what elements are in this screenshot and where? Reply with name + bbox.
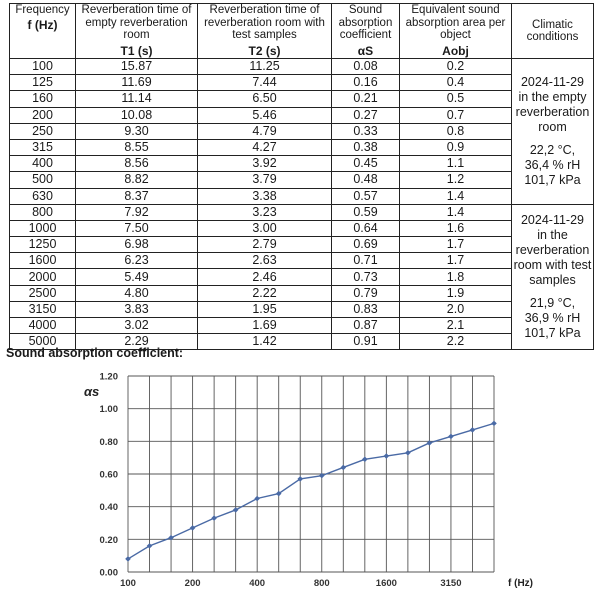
climatic-pressure: 101,7 kPa	[524, 172, 581, 187]
data-point	[254, 496, 260, 502]
x-tick-label: 1600	[375, 578, 397, 589]
cell-t2: 3.92	[198, 156, 332, 172]
cell-t1: 2.29	[76, 334, 198, 350]
cell-t2: 4.27	[198, 139, 332, 155]
cell-area: 2.1	[400, 318, 512, 334]
x-tick-label: 100	[120, 578, 136, 589]
cell-f: 200	[10, 107, 76, 123]
cell-t1: 11.14	[76, 91, 198, 107]
cell-f: 125	[10, 75, 76, 91]
cell-f: 1250	[10, 237, 76, 253]
cell-alpha: 0.79	[332, 285, 400, 301]
data-point	[362, 457, 368, 463]
cell-area: 0.2	[400, 59, 512, 75]
cell-alpha: 0.87	[332, 318, 400, 334]
x-tick-label: 400	[249, 578, 266, 589]
table-row	[10, 301, 594, 317]
cell-t1: 4.80	[76, 285, 198, 301]
cell-f: 2000	[10, 269, 76, 285]
y-tick-label: 0.60	[99, 469, 118, 481]
cell-alpha: 0.71	[332, 253, 400, 269]
cell-f: 3150	[10, 301, 76, 317]
cell-alpha: 0.27	[332, 107, 400, 123]
x-tick-label: 800	[313, 578, 330, 589]
cell-area: 0.4	[400, 75, 512, 91]
cell-t2: 1.95	[198, 301, 332, 317]
cell-t1: 3.02	[76, 318, 198, 334]
cell-area: 1.1	[400, 156, 512, 172]
cell-area: 2.2	[400, 334, 512, 350]
cell-t2: 3.79	[198, 172, 332, 188]
cell-alpha: 0.91	[332, 334, 400, 350]
cell-area: 0.5	[400, 91, 512, 107]
data-point	[405, 450, 411, 456]
x-tick-label: 200	[184, 578, 201, 589]
y-tick-label: 1.00	[99, 404, 118, 416]
table-row	[10, 318, 594, 334]
cell-area: 1.4	[400, 204, 512, 220]
cell-t2: 5.46	[198, 107, 332, 123]
cell-alpha: 0.16	[332, 75, 400, 91]
y-tick-label: 1.20	[99, 371, 118, 383]
x-tick-label: 3150	[440, 578, 462, 589]
cell-area: 2.0	[400, 301, 512, 317]
table-row	[10, 220, 594, 236]
measurement-table	[9, 3, 594, 350]
cell-area: 0.7	[400, 107, 512, 123]
table-row	[10, 59, 594, 75]
table-row	[10, 285, 594, 301]
cell-alpha: 0.57	[332, 188, 400, 204]
climatic-temp: 21,9 °C,	[529, 296, 576, 311]
climatic-pressure: 101,7 kPa	[524, 326, 581, 341]
table-row	[10, 188, 594, 204]
cell-t2: 4.79	[198, 123, 332, 139]
climatic-date: 2024-11-29	[520, 213, 584, 228]
cell-t1: 8.56	[76, 156, 198, 172]
cell-f: 1000	[10, 220, 76, 236]
cell-t1: 3.83	[76, 301, 198, 317]
cell-t1: 8.37	[76, 188, 198, 204]
cell-area: 0.9	[400, 139, 512, 155]
cell-alpha: 0.48	[332, 172, 400, 188]
cell-t1: 15.87	[76, 59, 198, 75]
absorption-chart	[0, 362, 600, 600]
cell-alpha: 0.33	[332, 123, 400, 139]
series-line	[128, 423, 494, 559]
cell-t1: 7.50	[76, 220, 198, 236]
cell-area: 1.9	[400, 285, 512, 301]
cell-t1: 11.69	[76, 75, 198, 91]
cell-f: 1600	[10, 253, 76, 269]
cell-area: 0.8	[400, 123, 512, 139]
cell-area: 1.6	[400, 220, 512, 236]
x-axis-label: f (Hz)	[508, 578, 533, 589]
cell-area: 1.8	[400, 269, 512, 285]
data-point	[448, 434, 454, 440]
cell-area: 1.4	[400, 188, 512, 204]
cell-alpha: 0.83	[332, 301, 400, 317]
data-point	[384, 453, 390, 459]
climatic-samples	[512, 204, 594, 350]
table-row	[10, 75, 594, 91]
cell-t2: 7.44	[198, 75, 332, 91]
y-tick-label: 0.80	[99, 436, 118, 448]
cell-area: 1.2	[400, 172, 512, 188]
cell-f: 500	[10, 172, 76, 188]
cell-t1: 8.82	[76, 172, 198, 188]
header-t1: Reverberation time of empty reverberation room T1 (s)	[76, 4, 198, 59]
table-row	[10, 253, 594, 269]
cell-t1: 7.92	[76, 204, 198, 220]
header-climatic: Climatic conditions	[512, 4, 594, 59]
cell-t2: 3.23	[198, 204, 332, 220]
cell-area: 1.7	[400, 253, 512, 269]
cell-alpha: 0.38	[332, 139, 400, 155]
cell-t2: 6.50	[198, 91, 332, 107]
cell-f: 315	[10, 139, 76, 155]
cell-t2: 2.46	[198, 269, 332, 285]
table-row	[10, 237, 594, 253]
data-point	[190, 525, 196, 531]
y-axis-label: αs	[84, 384, 100, 399]
cell-t2: 3.38	[198, 188, 332, 204]
cell-t1: 9.30	[76, 123, 198, 139]
cell-alpha: 0.45	[332, 156, 400, 172]
cell-f: 160	[10, 91, 76, 107]
cell-t2: 11.25	[198, 59, 332, 75]
cell-f: 400	[10, 156, 76, 172]
cell-alpha: 0.08	[332, 59, 400, 75]
y-tick-label: 0.00	[99, 567, 118, 579]
cell-f: 100	[10, 59, 76, 75]
cell-area: 1.7	[400, 237, 512, 253]
climatic-desc: in the empty reverberation room	[515, 89, 590, 134]
cell-t2: 2.79	[198, 237, 332, 253]
y-tick-label: 0.20	[99, 534, 118, 546]
table-row	[10, 123, 594, 139]
climatic-rh: 36,4 % rH	[524, 157, 581, 172]
climatic-rh: 36,9 % rH	[524, 311, 581, 326]
y-tick-label: 0.40	[99, 502, 118, 514]
cell-t2: 1.69	[198, 318, 332, 334]
table-row	[10, 269, 594, 285]
cell-t2: 2.63	[198, 253, 332, 269]
climatic-empty	[512, 59, 594, 205]
climatic-desc: in the reverberation room with test samples	[513, 228, 592, 288]
data-point	[491, 421, 497, 427]
data-point	[211, 515, 217, 521]
table-row	[10, 204, 594, 220]
cell-alpha: 0.21	[332, 91, 400, 107]
cell-f: 800	[10, 204, 76, 220]
cell-f: 2500	[10, 285, 76, 301]
cell-t2: 1.42	[198, 334, 332, 350]
cell-t1: 10.08	[76, 107, 198, 123]
cell-f: 250	[10, 123, 76, 139]
climatic-date: 2024-11-29	[520, 74, 584, 89]
table-row	[10, 172, 594, 188]
table-header-row	[10, 4, 594, 59]
cell-alpha: 0.69	[332, 237, 400, 253]
cell-t2: 3.00	[198, 220, 332, 236]
cell-t1: 5.49	[76, 269, 198, 285]
cell-f: 630	[10, 188, 76, 204]
header-frequency: Frequency f (Hz)	[10, 4, 76, 59]
cell-f: 5000	[10, 334, 76, 350]
cell-alpha: 0.73	[332, 269, 400, 285]
data-point	[470, 427, 476, 433]
table-row	[10, 156, 594, 172]
header-alpha: Sound absorption coefficient αS	[332, 4, 400, 59]
header-t2: Reverberation time of reverberation room with test samples T2 (s)	[198, 4, 332, 59]
cell-t1: 6.98	[76, 237, 198, 253]
table-row	[10, 139, 594, 155]
cell-f: 4000	[10, 318, 76, 334]
cell-t1: 8.55	[76, 139, 198, 155]
climatic-temp: 22,2 °C,	[529, 142, 576, 157]
chart-title: Sound absorption coefficient:	[6, 346, 184, 360]
table-row	[10, 107, 594, 123]
data-point	[340, 465, 346, 471]
cell-alpha: 0.59	[332, 204, 400, 220]
header-area: Equivalent sound absorption area per object Aobj	[400, 4, 512, 59]
cell-alpha: 0.64	[332, 220, 400, 236]
cell-t2: 2.22	[198, 285, 332, 301]
table-row	[10, 91, 594, 107]
data-point	[233, 507, 239, 513]
cell-t1: 6.23	[76, 253, 198, 269]
